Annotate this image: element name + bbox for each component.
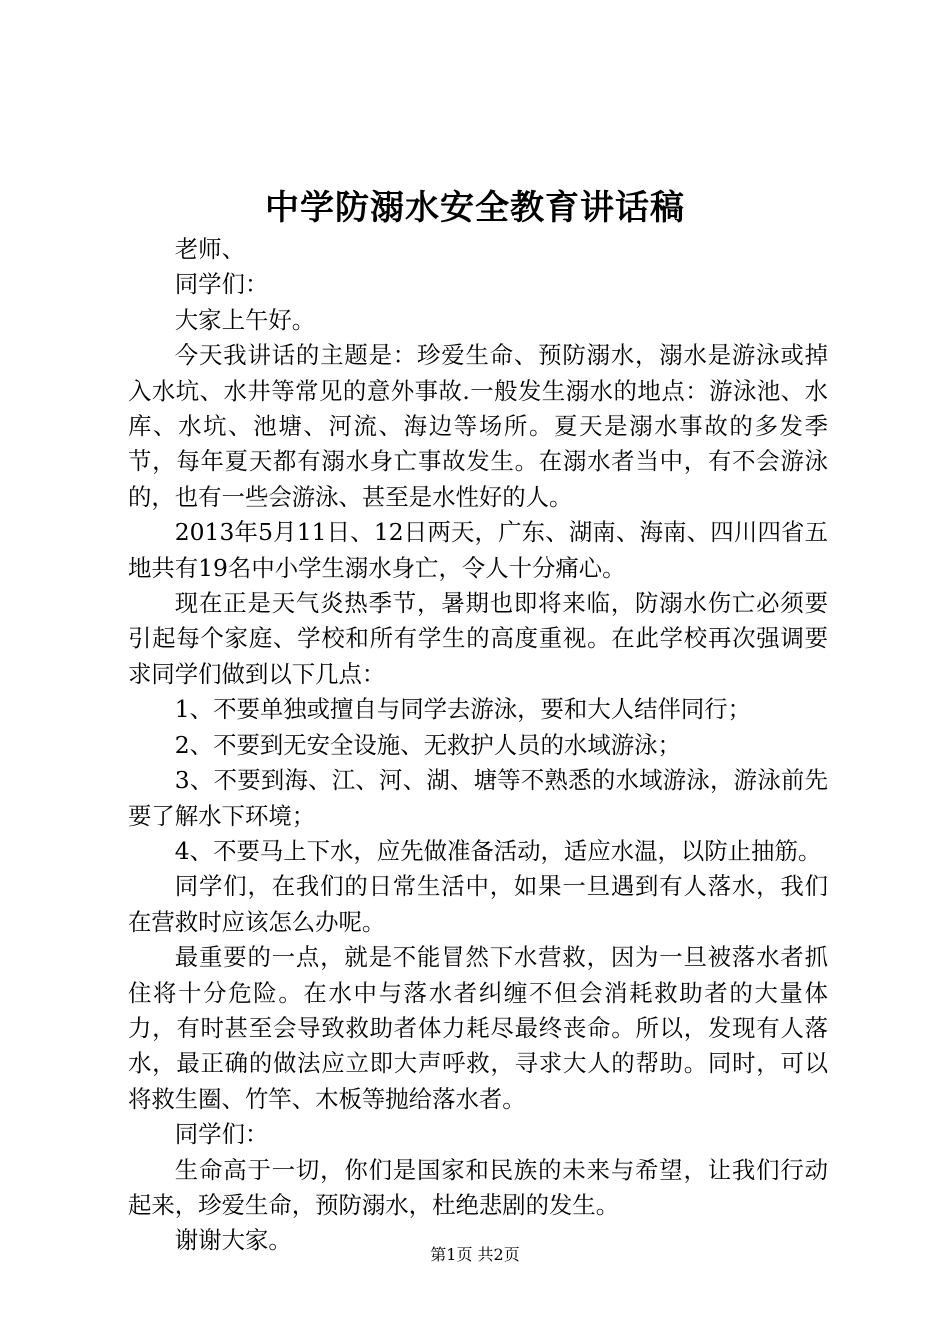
rule-item-3: 3、不要到海、江、河、湖、塘等不熟悉的水域游泳，游泳前先要了解水下环境； <box>128 766 828 830</box>
salutation-students-2: 同学们： <box>174 1120 269 1149</box>
page-number: 第1页 共2页 <box>430 1245 520 1264</box>
thanks: 谢谢大家。 <box>174 1226 292 1255</box>
salutation-teachers: 老师、 <box>174 235 245 263</box>
rule-item-2: 2、不要到无安全设施、无救护人员的水域游泳； <box>174 730 681 759</box>
paragraph-rescue: 最重要的一点，就是不能冒然下水营救，因为一旦被落水者抓住将十分危险。在水中与落水者纠缠不但会消耗救助者的大量体力，有时甚至会导致救助者体力耗尽最终丧命。所以，发现有人落水，最正确的做法应立即大声呼救，寻求大人的帮助。同时，可以将救生圈、竹竿、木板等抛给落水者。 <box>128 943 828 1113</box>
paragraph-closing: 生命高于一切，你们是国家和民族的未来与希望，让我们行动起来，珍爱生命，预防溺水，杜绝悲剧的发生。 <box>128 1155 828 1219</box>
paragraph-statistics: 2013年5月11日、12日两天，广东、湖南、海南、四川四省五地共有19名中小学生溺水身亡，令人十分痛心。 <box>128 518 828 582</box>
paragraph-question: 同学们，在我们的日常生活中，如果一旦遇到有人落水，我们在营救时应该怎么办呢。 <box>128 872 828 936</box>
paragraph-topic: 今天我讲话的主题是：珍爱生命、预防溺水，溺水是游泳或掉入水坑、水井等常见的意外事故.一般发生溺水的地点：游泳池、水库、水坑、池塘、河流、海边等场所。夏天是溺水事故的多发季节，每年夏天都有溺水身亡事故发生。在溺水者当中，有不会游泳的，也有一些会游泳、甚至是水性好的人。 <box>128 341 828 511</box>
rule-item-4: 4、不要马上下水，应先做准备活动，适应水温，以防止抽筋。 <box>174 836 822 865</box>
document-body <box>128 232 828 1259</box>
salutation-students: 同学们： <box>174 270 269 299</box>
paragraph-season: 现在正是天气炎热季节，暑期也即将来临，防溺水伤亡必须要引起每个家庭、学校和所有学生的高度重视。在此学校再次强调要求同学们做到以下几点： <box>128 589 828 688</box>
rule-item-1: 1、不要单独或擅自与同学去游泳，要和大人结伴同行； <box>174 695 752 724</box>
document-title: 中学防溺水安全教育讲话稿 <box>265 188 685 228</box>
greeting: 大家上午好。 <box>174 305 316 334</box>
